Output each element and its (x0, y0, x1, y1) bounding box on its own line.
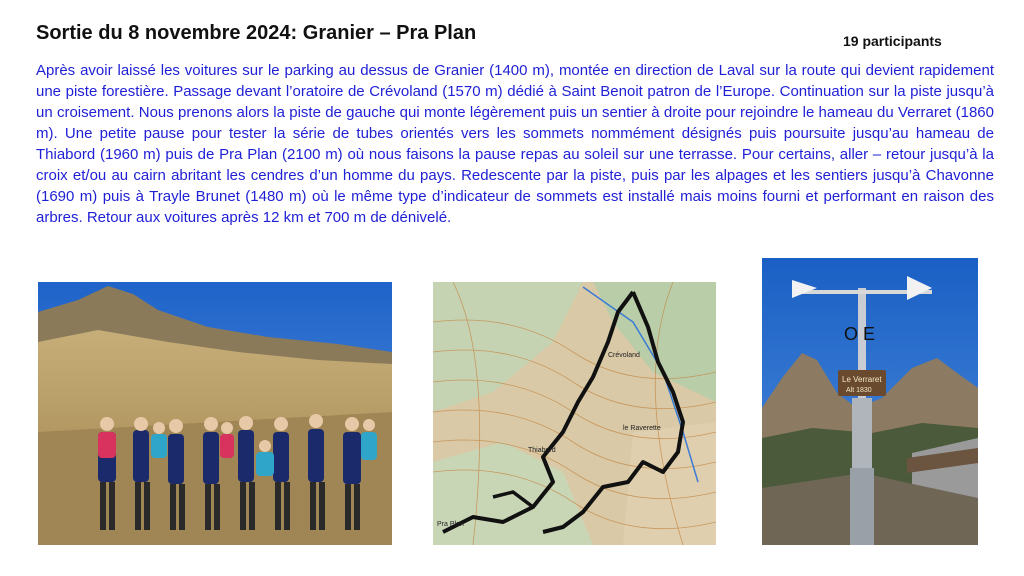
map-label-crevoland: Crévoland (608, 352, 640, 359)
verraret-sign-photo (762, 258, 978, 545)
sign-altitude: Alt 1830 (846, 387, 872, 394)
vane-letters: O E (844, 324, 876, 344)
group-photo (38, 282, 392, 545)
route-map-image (433, 282, 716, 545)
route-map-photo (433, 282, 716, 545)
map-label-thiabord: Thiabord (528, 447, 556, 454)
slide-title: Sortie du 8 novembre 2024: Granier – Pra Plan (36, 22, 477, 44)
group-photo-image (38, 282, 392, 545)
sign-name: Le Verraret (842, 375, 882, 384)
map-label-raverette: le Raverette (623, 425, 661, 432)
map-label-pra-plan: Pra Plan (437, 521, 464, 528)
verraret-sign-image (762, 258, 978, 545)
outing-description: Après avoir laissé les voitures sur le parking au dessus de Granier (1400 m), montée en direction de Laval sur la route qui devient rapidement une piste forestière. Passage devant l’oratoire de Crévoland (1570 m) dédié à Saint Benoit patron de l’Europe. Continuation sur la piste jusqu’à un croisement. Nous prenons alors la piste de gauche qui monte légèrement puis un sentier à droite pour rejoindre le hameau du Verraret (1860 m). Une petite pause pour tester la série de tubes orientés vers les sommets nommément désignés puis poursuite jusqu’au hameau de Thiabord (1960 m) puis de Pra Plan (2100 m) où nous faisons la pause repas au soleil sur une terrasse. Pour certains, aller – retour jusqu’à la croix et/ou au cairn abritant les cendres d’un homme du pays. Redescente par la piste, puis par les alpages et les sentiers jusqu’à Chavonne (1690 m) puis à Trayle Brunet (1480 m) où le même type d’indicateur de sommets est installé mais moins fourni et performant en raison des arbres. Retour aux voitures après 12 km et 700 m de dénivelé. (36, 62, 994, 226)
participants-count: 19 participants (843, 33, 942, 49)
